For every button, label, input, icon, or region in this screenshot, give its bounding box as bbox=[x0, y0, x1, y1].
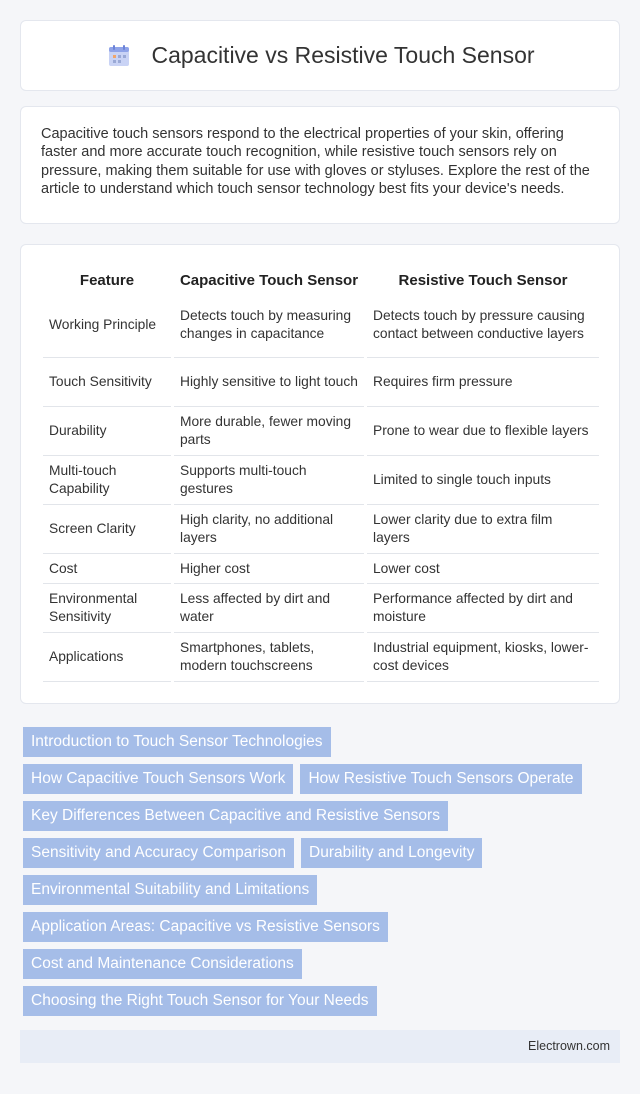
table-cell: Supports multi-touch gestures bbox=[174, 456, 364, 505]
table-row bbox=[43, 293, 599, 358]
link-tag[interactable]: Choosing the Right Touch Sensor for Your Needs bbox=[23, 986, 377, 1016]
table-cell: Requires firm pressure bbox=[367, 358, 599, 407]
table-cell: Multi-touch Capability bbox=[43, 456, 171, 505]
table-cell: Less affected by dirt and water bbox=[174, 584, 364, 633]
table-header-row bbox=[43, 263, 599, 293]
link-tag[interactable]: Key Differences Between Capacitive and Resistive Sensors bbox=[23, 801, 448, 831]
table-cell: Touch Sensitivity bbox=[43, 358, 171, 407]
table-cell: Prone to wear due to flexible layers bbox=[367, 407, 599, 456]
related-links bbox=[23, 727, 617, 1023]
title-card bbox=[20, 20, 620, 91]
link-tag[interactable]: How Capacitive Touch Sensors Work bbox=[23, 764, 293, 794]
link-tag[interactable]: Sensitivity and Accuracy Comparison bbox=[23, 838, 294, 868]
intro-card bbox=[20, 106, 620, 224]
table-row bbox=[43, 358, 599, 407]
link-tag[interactable]: Durability and Longevity bbox=[301, 838, 482, 868]
link-tag[interactable]: Introduction to Touch Sensor Technologies bbox=[23, 727, 331, 757]
comparison-table-card bbox=[20, 244, 620, 704]
table-cell: Limited to single touch inputs bbox=[367, 456, 599, 505]
table-row bbox=[43, 407, 599, 456]
table-cell: Lower cost bbox=[367, 554, 599, 584]
table-row bbox=[43, 505, 599, 554]
table-cell: Performance affected by dirt and moisture bbox=[367, 584, 599, 633]
link-tag[interactable]: Cost and Maintenance Considerations bbox=[23, 949, 302, 979]
table-row bbox=[43, 633, 599, 682]
table-cell: Detects touch by measuring changes in capacitance bbox=[174, 293, 364, 358]
table-cell: High clarity, no additional layers bbox=[174, 505, 364, 554]
table-cell: Smartphones, tablets, modern touchscreens bbox=[174, 633, 364, 682]
table-cell: Cost bbox=[43, 554, 171, 584]
table-row bbox=[43, 584, 599, 633]
table-cell: Lower clarity due to extra film layers bbox=[367, 505, 599, 554]
link-tag[interactable]: Environmental Suitability and Limitations bbox=[23, 875, 317, 905]
table-cell: Working Principle bbox=[43, 293, 171, 358]
calendar-doc-icon bbox=[105, 42, 133, 70]
table-header: Capacitive Touch Sensor bbox=[179, 272, 359, 289]
table-cell: Environmental Sensitivity bbox=[43, 584, 171, 633]
page-title: Capacitive vs Resistive Touch Sensor bbox=[151, 42, 535, 68]
comparison-table bbox=[43, 263, 599, 682]
link-tag[interactable]: Application Areas: Capacitive vs Resistive Sensors bbox=[23, 912, 388, 942]
table-cell: Screen Clarity bbox=[43, 505, 171, 554]
footer bbox=[20, 1030, 620, 1063]
table-header: Feature bbox=[79, 272, 135, 289]
table-cell: Industrial equipment, kiosks, lower-cost devices bbox=[367, 633, 599, 682]
table-row bbox=[43, 554, 599, 584]
table-cell: Durability bbox=[43, 407, 171, 456]
intro-paragraph: Capacitive touch sensors respond to the electrical properties of your skin, offering faster and more accurate touch recognition, while resistive touch sensors rely on pressure, making them suitable for use with gloves or styluses. Explore the rest of the article to understand which touch sensor technology best fits your device's needs. bbox=[41, 126, 590, 197]
link-tag[interactable]: How Resistive Touch Sensors Operate bbox=[300, 764, 581, 794]
table-cell: Highly sensitive to light touch bbox=[174, 358, 364, 407]
table-cell: More durable, fewer moving parts bbox=[174, 407, 364, 456]
table-cell: Detects touch by pressure causing contact between conductive layers bbox=[367, 293, 599, 358]
table-cell: Higher cost bbox=[174, 554, 364, 584]
footer-brand: Electrown.com bbox=[528, 1039, 610, 1053]
table-cell: Applications bbox=[43, 633, 171, 682]
table-header: Resistive Touch Sensor bbox=[398, 272, 568, 289]
table-row bbox=[43, 456, 599, 505]
